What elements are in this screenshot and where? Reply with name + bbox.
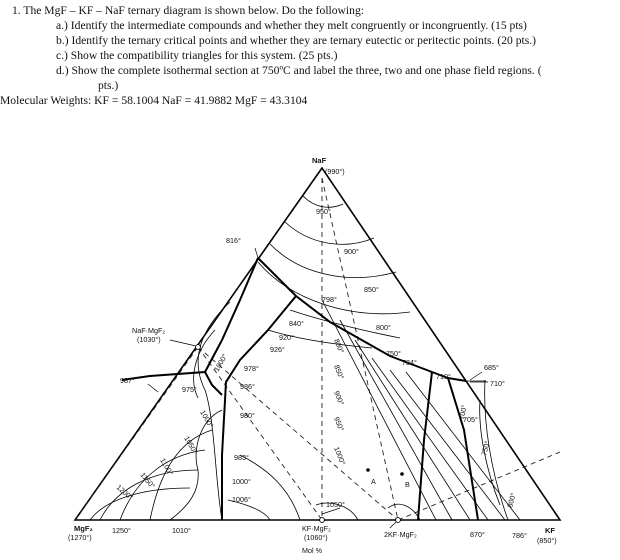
temp-label: 1000° bbox=[211, 352, 230, 373]
temp-label: 710° bbox=[490, 379, 505, 388]
temp-label: 750° bbox=[386, 349, 401, 358]
two-kf-mgf2-marker bbox=[396, 518, 401, 523]
temp-label: 850° bbox=[364, 285, 379, 294]
ternary-phase-diagram bbox=[0, 150, 620, 560]
temp-label: 710° bbox=[436, 372, 451, 381]
temp-label: 798° bbox=[322, 295, 337, 304]
temp-label: 786° bbox=[512, 531, 527, 540]
temp-label: 1000° bbox=[332, 445, 348, 467]
temp-label: 1050° bbox=[326, 500, 345, 509]
temp-label: 850° bbox=[332, 363, 347, 381]
vertex-mgf2: MgF₂ bbox=[74, 524, 93, 533]
temp-label: 800° bbox=[376, 323, 391, 332]
triangle-outline bbox=[75, 168, 560, 520]
temp-label: 900° bbox=[344, 247, 359, 256]
compound-kf-mgf2: KF·MgF₂ bbox=[302, 524, 331, 533]
temp-label: 983° bbox=[234, 453, 249, 462]
compound-2kf-mgf2: 2KF·MgF₂ bbox=[384, 530, 417, 539]
vertex-naf: NaF bbox=[312, 156, 327, 165]
temp-label: 1200° bbox=[114, 482, 135, 502]
question-part-c: c.) Show the compatibility triangles for this system. (25 pts.) bbox=[56, 49, 338, 62]
temp-label: 926° bbox=[270, 345, 285, 354]
temp-label: 685° bbox=[484, 363, 499, 372]
question-part-a: a.) Identify the intermediate compounds and whether they melt congruently or incongruently. (15 pts) bbox=[56, 19, 527, 32]
compatibility-join-lines bbox=[75, 178, 560, 520]
temp-label: 1000° bbox=[232, 477, 251, 486]
temp-label: 1150° bbox=[138, 470, 158, 491]
temp-label: 1100° bbox=[158, 456, 176, 477]
temp-label: 840° bbox=[289, 319, 304, 328]
molecular-weights: Molecular Weights: KF = 58.1004 NaF = 41.9882 MgF = 43.3104 bbox=[0, 94, 308, 107]
temp-label: 800° bbox=[505, 491, 518, 509]
axis-label-mol-percent: Mol % bbox=[302, 546, 322, 555]
question-part-d-continued: pts.) bbox=[98, 79, 119, 92]
compound-naf-mgf2-temp: (1030°) bbox=[137, 335, 161, 344]
temp-label: 1250° bbox=[112, 526, 131, 535]
temp-label: 870° bbox=[470, 530, 485, 539]
vertex-kf: KF bbox=[545, 526, 555, 535]
label-pointers bbox=[148, 248, 488, 528]
temp-label: 950° bbox=[332, 415, 347, 433]
temp-label: 816° bbox=[226, 236, 241, 245]
temp-label: 900° bbox=[332, 389, 347, 407]
temp-label: 800° bbox=[332, 337, 347, 355]
temp-label: 1006° bbox=[232, 495, 251, 504]
temp-label: 980° bbox=[240, 411, 255, 420]
temp-label: 1000° bbox=[198, 408, 216, 430]
vertex-kf-temp: (850°) bbox=[537, 536, 557, 545]
temp-label: 705° bbox=[463, 415, 478, 424]
temp-label: 734° bbox=[402, 358, 417, 367]
temp-label: 986° bbox=[240, 382, 255, 391]
compound-naf-mgf2: NaF·MgF₂ bbox=[132, 326, 166, 335]
vertex-naf-temp: (990°) bbox=[325, 167, 345, 176]
compound-kf-mgf2-temp: (1060°) bbox=[304, 533, 328, 542]
temp-label: 700° bbox=[457, 404, 469, 421]
temp-label: 750° bbox=[479, 439, 492, 457]
boundary-curves bbox=[122, 258, 478, 520]
temp-label: 1050° bbox=[182, 434, 200, 456]
temp-label: 950° bbox=[316, 207, 331, 216]
temp-label: 987° bbox=[120, 376, 135, 385]
question-part-b: b.) Identify the ternary critical points and whether they are ternary eutectic or peritectic points. (20 pts.) bbox=[56, 34, 536, 47]
point-a-marker bbox=[366, 468, 370, 472]
question-stem: 1. The MgF – KF – NaF ternary diagram is shown below. Do the following: bbox=[12, 4, 364, 17]
kf-mgf2-marker bbox=[320, 518, 325, 523]
point-b-label: B bbox=[405, 480, 410, 489]
temp-label: 975° bbox=[182, 385, 197, 394]
temp-label: 1010° bbox=[172, 526, 191, 535]
temp-label: 978° bbox=[244, 364, 259, 373]
point-b-marker bbox=[400, 472, 404, 476]
vertex-mgf2-temp: (1270°) bbox=[68, 533, 92, 542]
point-a-label: A bbox=[371, 477, 376, 486]
naf-mgf2-marker bbox=[196, 345, 201, 350]
temp-label: 920° bbox=[279, 333, 294, 342]
question-part-d: d.) Show the complete isothermal section at 750ºC and label the three, two and one phase field regions. ( bbox=[56, 64, 542, 77]
